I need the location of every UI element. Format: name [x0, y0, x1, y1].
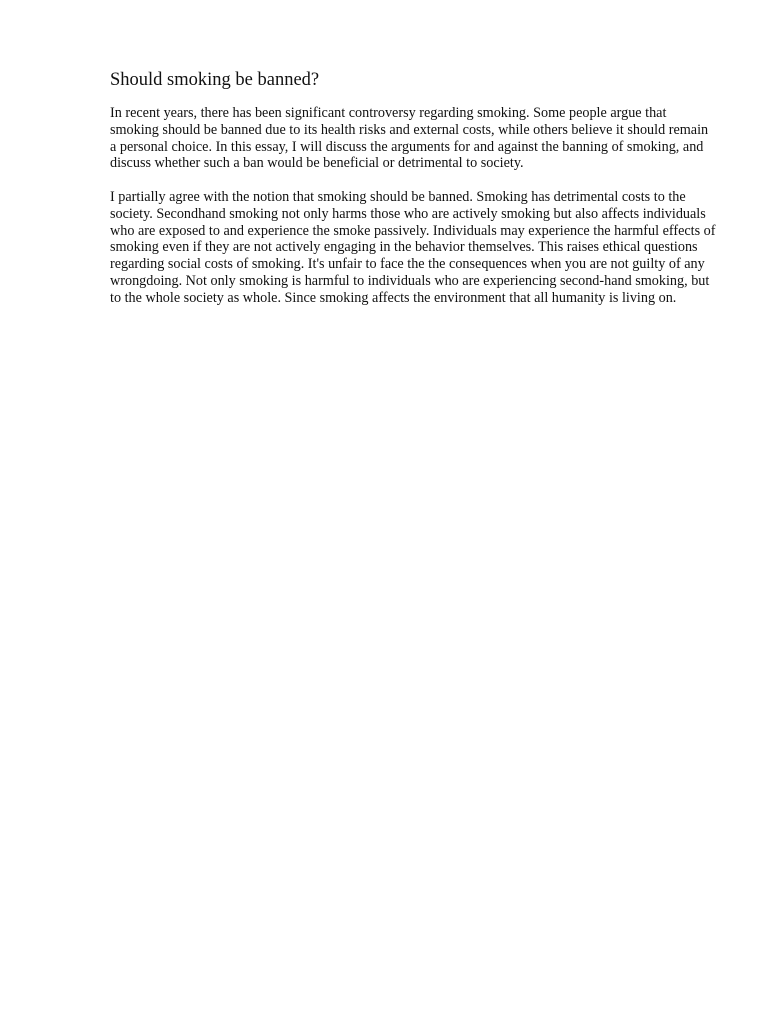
document-title: Should smoking be banned? [110, 70, 320, 90]
paragraph-introduction: In recent years, there has been significant controversy regarding smoking. Some people argue that smoking should be banned due to its health risks and external costs, while others believe it should remain a personal choice. In this essay, I will discuss the arguments for and against the banning of smoking, and discuss whether such a ban would be beneficial or detrimental to society. [110, 105, 709, 172]
paragraph-argument: I partially agree with the notion that smoking should be banned. Smoking has detrimental costs to the society. Secondhand smoking not only harms those who are actively smoking but also affects individuals who are exposed to and experience the smoke passively. Individuals may experience the harmful effects of smoking even if they are not actively engaging in the behavior themselves. This raises ethical questions regarding social costs of smoking. It's unfair to face the the consequences when you are not guilty of any wrongdoing. Not only smoking is harmful to individuals who are experiencing second-hand smoking, but to the whole society as whole. Since smoking affects the environment that all humanity is living on. [110, 188, 716, 306]
document-page [110, 69, 716, 323]
